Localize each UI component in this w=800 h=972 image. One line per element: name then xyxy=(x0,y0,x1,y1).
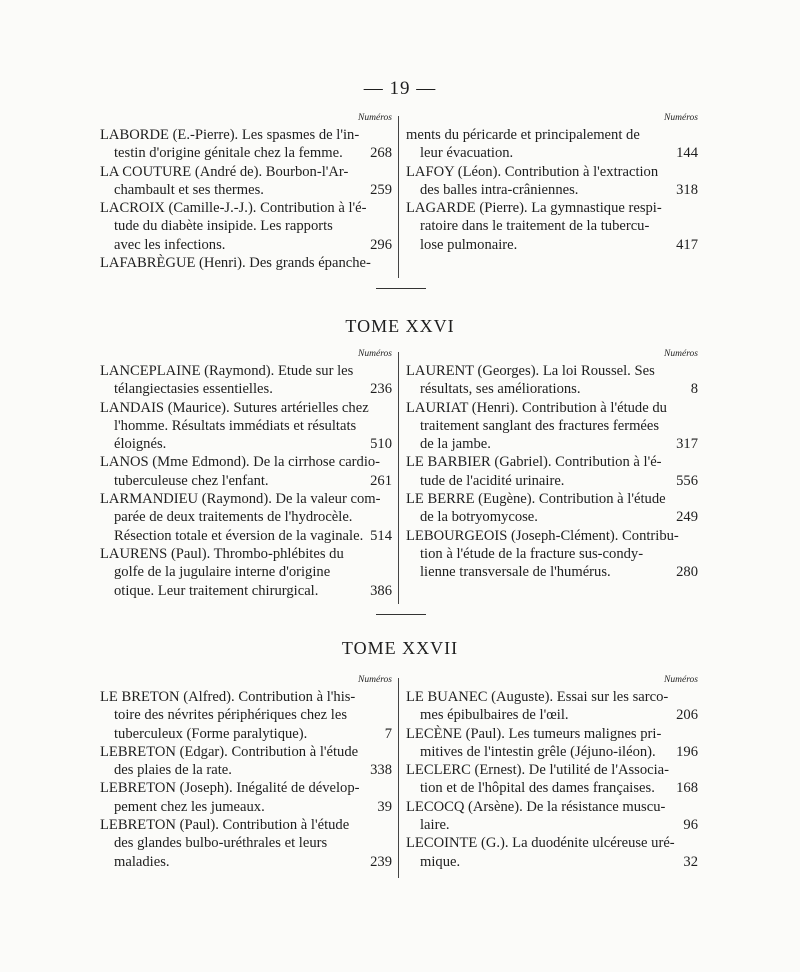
entry-number: 556 xyxy=(676,472,698,489)
entry-continuation-line: maladies. xyxy=(114,853,170,870)
entry-number: 386 xyxy=(370,582,392,599)
entry-continuation-line: chambault et ses thermes. xyxy=(114,181,264,198)
entry-number: 268 xyxy=(370,145,392,162)
entry-continuation-line: golfe de la jugulaire interne d'origine xyxy=(114,564,331,581)
entry-continuation-line: tion et de l'hôpital des dames françaises. xyxy=(420,780,655,797)
entry-heading-line: LAURENT (Georges). La loi Roussel. Ses xyxy=(406,363,655,379)
entry-heading-line: LANOS (Mme Edmond). De la cirrhose cardio- xyxy=(100,454,381,471)
entry-continuation-line: toire des névrites périphériques chez les xyxy=(114,707,348,724)
numeros-label: Numéros xyxy=(358,675,392,685)
entry-number: 32 xyxy=(683,853,698,870)
index-entry xyxy=(406,453,698,490)
index-entry xyxy=(100,743,392,780)
entry-number: 296 xyxy=(370,236,392,253)
entry-continuation-line: pement chez les jumeaux. xyxy=(114,798,265,815)
entry-heading-line: LE BERRE (Eugène). Contribution à l'étude xyxy=(406,491,666,508)
entry-continuation-line: testin d'origine génitale chez la femme. xyxy=(114,145,343,162)
numeros-label: Numéros xyxy=(664,675,698,685)
entry-continuation-line: tude du diabète insipide. Les rapports xyxy=(114,218,333,235)
numeros-label: Numéros xyxy=(358,113,392,123)
index-entry xyxy=(406,798,698,835)
entry-continuation-line: tion à l'étude de la fracture sus-condy- xyxy=(420,545,644,562)
entry-continuation-line: des glandes bulbo-uréthrales et leurs xyxy=(114,835,328,852)
column-divider xyxy=(398,116,399,278)
entry-heading-line: LAURIAT (Henri). Contribution à l'étude du xyxy=(406,399,667,416)
index-entry xyxy=(100,399,392,454)
entry-number: 8 xyxy=(690,381,698,398)
entry-number: 417 xyxy=(676,236,698,253)
index-entry xyxy=(406,199,698,254)
index-entry xyxy=(406,490,698,527)
index-entry xyxy=(100,490,392,545)
entry-number: 236 xyxy=(370,381,392,398)
index-entry xyxy=(100,163,392,200)
entry-number: 261 xyxy=(370,472,392,489)
entry-heading-line: LAURENS (Paul). Thrombo-phlébites du xyxy=(100,545,344,562)
entry-heading-line: LECOINTE (G.). La duodénite ulcéreuse uré- xyxy=(406,835,675,852)
separator-rule xyxy=(376,288,426,289)
entry-heading-line: LABORDE (E.-Pierre). Les spasmes de l'in- xyxy=(100,127,360,143)
tome-heading: TOME XXVII xyxy=(341,638,459,658)
entry-number: 206 xyxy=(676,707,698,724)
index-entry xyxy=(100,362,392,399)
entry-continuation-line: télangiectasies essentielles. xyxy=(114,381,273,398)
entry-continuation-line: tuberculeuse chez l'enfant. xyxy=(114,472,269,489)
index-entry xyxy=(406,362,698,399)
column-divider xyxy=(398,678,399,878)
right-column xyxy=(406,346,698,582)
entry-heading-line: LEBRETON (Joseph). Inégalité de dévelop- xyxy=(100,780,360,797)
index-entry xyxy=(100,779,392,816)
index-entry xyxy=(406,126,698,163)
entry-heading-line: LARMANDIEU (Raymond). De la valeur com- xyxy=(100,491,381,508)
entry-number: 514 xyxy=(370,527,392,544)
entry-continuation-line: l'homme. Résultats immédiats et résultats xyxy=(114,417,357,434)
entry-number: 196 xyxy=(676,743,698,760)
entry-heading-line: LEBRETON (Edgar). Contribution à l'étude xyxy=(100,743,359,760)
entry-continuation-line: lose pulmonaire. xyxy=(420,236,518,253)
entry-continuation-line: mes épibulbaires de l'œil. xyxy=(420,707,569,724)
entry-heading-line: LA COUTURE (André de). Bourbon-l'Ar- xyxy=(100,163,349,180)
tome-heading: TOME XXVI xyxy=(345,316,455,336)
numeros-label: Numéros xyxy=(664,113,698,123)
right-column xyxy=(406,672,698,871)
left-column xyxy=(100,672,392,871)
entry-heading-line: LEBOURGEOIS (Joseph-Clément). Contribu- xyxy=(406,527,679,544)
entry-number: 259 xyxy=(370,181,392,198)
left-column xyxy=(100,110,392,272)
entry-heading-line: ments du péricarde et principalement de xyxy=(406,127,640,143)
entry-number: 239 xyxy=(370,853,392,870)
entry-number: 144 xyxy=(676,145,698,162)
index-entry xyxy=(406,527,698,582)
entry-continuation-line: des plaies de la rate. xyxy=(114,762,232,779)
entry-heading-line: LANCEPLAINE (Raymond). Etude sur les xyxy=(100,363,354,379)
entry-heading-line: LE BARBIER (Gabriel). Contribution à l'é- xyxy=(406,454,662,471)
index-entry xyxy=(100,688,392,743)
index-entry xyxy=(406,834,698,871)
entry-continuation-line: otique. Leur traitement chirurgical. xyxy=(114,582,319,599)
index-entry xyxy=(406,399,698,454)
index-entry xyxy=(100,254,392,272)
entry-heading-line: LAGARDE (Pierre). La gymnastique respi- xyxy=(406,200,662,217)
entry-continuation-line: tuberculeux (Forme paralytique). xyxy=(114,725,308,742)
index-entry xyxy=(100,545,392,600)
index-entry xyxy=(100,199,392,254)
entry-number: 338 xyxy=(370,762,392,779)
entry-continuation-line: lienne transversale de l'humérus. xyxy=(420,564,611,581)
entry-continuation-line: mitives de l'intestin grêle (Jéjuno-iléon). xyxy=(420,743,656,760)
entry-continuation-line: des balles intra-crâniennes. xyxy=(420,181,579,198)
index-entry xyxy=(406,725,698,762)
index-entry xyxy=(100,126,392,163)
index-entry xyxy=(406,163,698,200)
entry-number: 39 xyxy=(377,798,392,815)
right-column xyxy=(406,110,698,254)
index-entry xyxy=(100,816,392,871)
index-entry xyxy=(100,453,392,490)
entry-heading-line: LEBRETON (Paul). Contribution à l'étude xyxy=(100,817,350,834)
index-entry xyxy=(406,761,698,798)
entry-number: 168 xyxy=(676,780,698,797)
entry-continuation-line: Résection totale et éversion de la vaginale. xyxy=(114,527,364,544)
entry-number: 249 xyxy=(676,509,698,526)
column-divider xyxy=(398,352,399,604)
entry-continuation-line: avec les infections. xyxy=(114,236,226,253)
entry-continuation-line: mique. xyxy=(420,853,461,870)
entry-number: 96 xyxy=(683,817,698,834)
entry-continuation-line: ratoire dans le traitement de la tubercu- xyxy=(420,218,650,235)
entry-number: 510 xyxy=(370,436,392,453)
entry-continuation-line: tude de l'acidité urinaire. xyxy=(420,472,565,489)
index-entry xyxy=(406,688,698,725)
entry-continuation-line: laire. xyxy=(420,817,450,834)
entry-heading-line: LACROIX (Camille-J.-J.). Contribution à l'é- xyxy=(100,200,367,217)
numeros-label: Numéros xyxy=(358,349,392,359)
entry-continuation-line: traitement sanglant des fractures fermées xyxy=(420,417,660,434)
entry-continuation-line: éloignés. xyxy=(114,436,167,453)
entry-heading-line: LE BRETON (Alfred). Contribution à l'his- xyxy=(100,689,356,705)
separator-rule xyxy=(376,614,426,615)
entry-number: 280 xyxy=(676,564,698,581)
entry-heading-line: LANDAIS (Maurice). Sutures artérielles chez xyxy=(100,399,369,416)
entry-continuation-line: de la jambe. xyxy=(420,436,491,453)
left-column xyxy=(100,346,392,600)
entry-number: 7 xyxy=(384,725,392,742)
entry-heading-line: LECOCQ (Arsène). De la résistance muscu- xyxy=(406,798,666,815)
entry-heading-line: LAFOY (Léon). Contribution à l'extraction xyxy=(406,163,659,180)
entry-continuation-line: résultats, ses améliorations. xyxy=(420,381,581,398)
entry-heading-line: LECLERC (Ernest). De l'utilité de l'Associa- xyxy=(406,762,670,779)
entry-number: 318 xyxy=(676,181,698,198)
entry-continuation-line: de la botryomycose. xyxy=(420,509,538,526)
entry-heading-line: LECÈNE (Paul). Les tumeurs malignes pri- xyxy=(406,725,662,742)
entry-heading-line: LE BUANEC (Auguste). Essai sur les sarco- xyxy=(406,689,669,705)
entry-continuation-line: parée de deux traitements de l'hydrocèle. xyxy=(114,509,353,526)
entry-continuation-line: leur évacuation. xyxy=(420,145,514,162)
page-number: — 19 — xyxy=(363,78,437,99)
entry-number: 317 xyxy=(676,436,698,453)
entry-heading-line: LAFABRÈGUE (Henri). Des grands épanche- xyxy=(100,255,371,272)
numeros-label: Numéros xyxy=(664,349,698,359)
